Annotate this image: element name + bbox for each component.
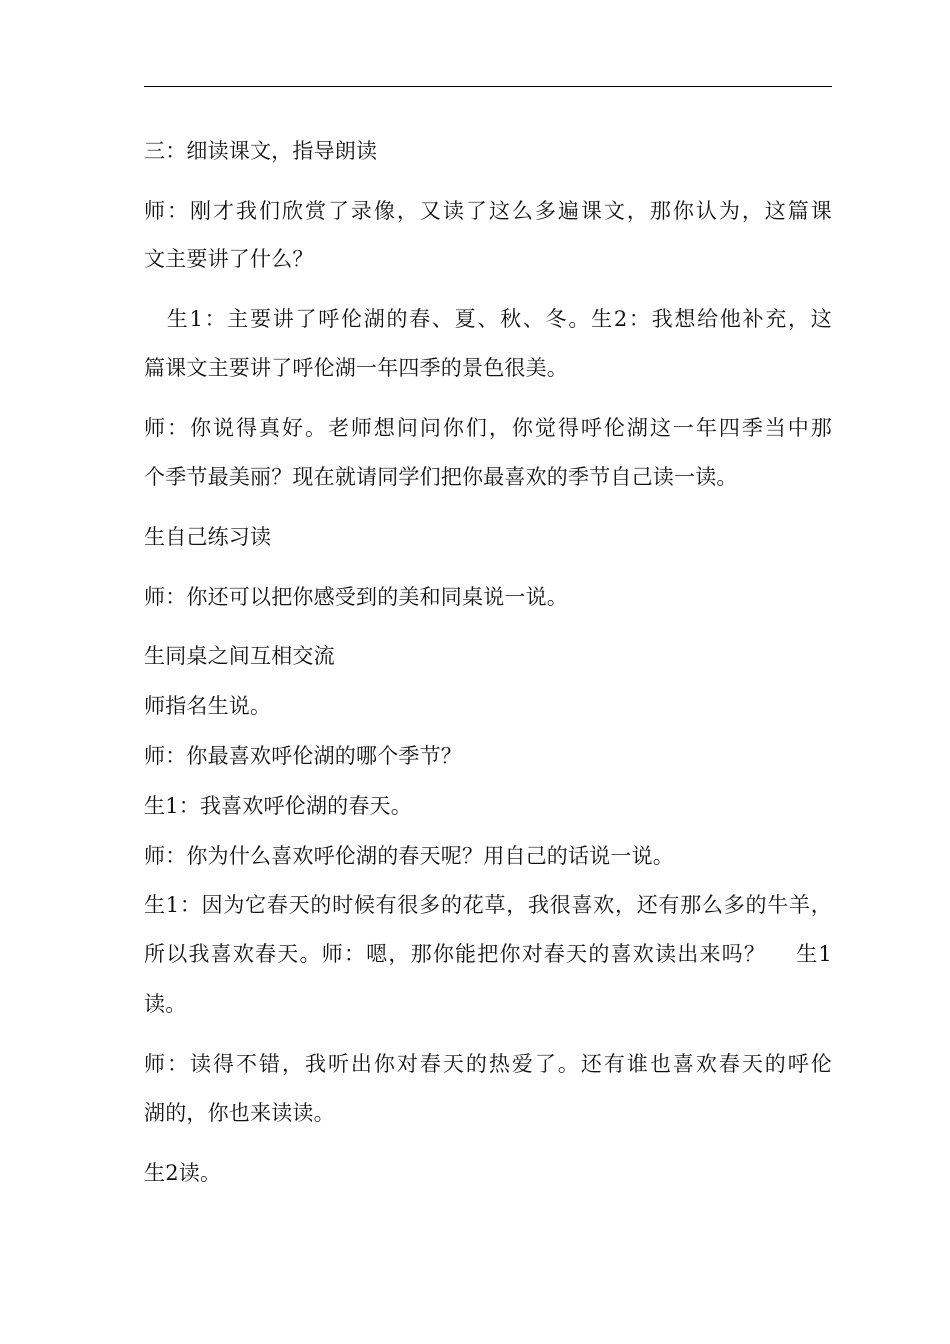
text-line: 生1：主要讲了呼伦湖的春、夏、秋、冬。生2：我想给他补充，这 [144, 307, 832, 331]
text-line: 所以我喜欢春天。师：嗯，那你能把你对春天的喜欢读出来吗？ 生1 [144, 942, 832, 966]
text-line: 文主要讲了什么？ [144, 247, 314, 271]
text-line: 生自己练习读 [144, 525, 272, 549]
text-line: 生1：因为它春天的时候有很多的花草，我很喜欢，还有那么多的牛羊， [144, 893, 832, 917]
text-line: 师：你最喜欢呼伦湖的哪个季节？ [144, 744, 462, 768]
text-line: 师：读得不错，我听出你对春天的热爱了。还有谁也喜欢春天的呼伦 [144, 1052, 832, 1076]
text-line: 个季节最美丽？现在就请同学们把你最喜欢的季节自己读一读。 [144, 465, 738, 489]
section-heading: 三：细读课文，指导朗读 [144, 139, 378, 163]
text-line: 生2读。 [144, 1161, 222, 1185]
text-line: 湖的，你也来读读。 [144, 1101, 335, 1125]
text-line: 师：你为什么喜欢呼伦湖的春天呢？用自己的话说一说。 [144, 844, 674, 868]
header-rule [144, 86, 832, 87]
text-line: 师：你说得真好。老师想问问你们，你觉得呼伦湖这一年四季当中那 [144, 416, 832, 440]
text-line: 师指名生说。 [144, 694, 272, 718]
text-line: 生同桌之间互相交流 [144, 644, 335, 668]
text-line: 读。 [144, 992, 187, 1016]
text-line: 师：你还可以把你感受到的美和同桌说一说。 [144, 585, 568, 609]
text-line: 篇课文主要讲了呼伦湖一年四季的景色很美。 [144, 356, 568, 380]
text-line: 师：刚才我们欣赏了录像，又读了这么多遍课文，那你认为，这篇课 [144, 199, 832, 223]
text-line: 生1：我喜欢呼伦湖的春天。 [144, 794, 412, 818]
